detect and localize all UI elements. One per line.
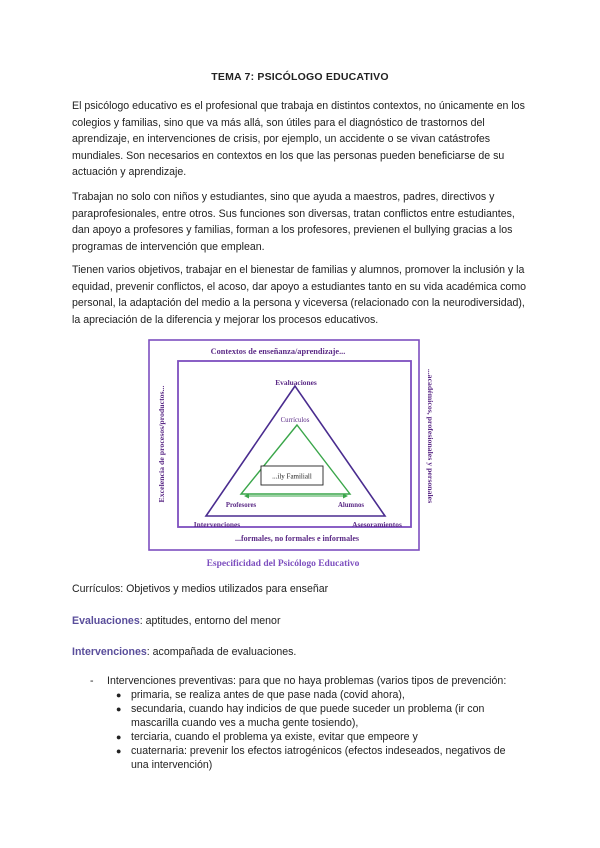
vertex-profesores: Profesores — [225, 502, 257, 509]
vertex-alumnos: Alumnos — [337, 502, 365, 509]
bullet-icon: ● — [116, 732, 122, 742]
preventive-interventions-text: Intervenciones preventivas: para que no haya problemas (varios tipos de prevención: — [107, 675, 507, 687]
definition-text: : acompañada de evaluaciones. — [146, 646, 297, 658]
definition-text: : Objetivos y medios utilizados para enseñar — [120, 583, 329, 595]
definition-term: Intervenciones — [72, 646, 147, 658]
definition-term: Evaluaciones — [72, 615, 140, 627]
diagram-caption: Especificidad del Psicólogo Educativo — [206, 559, 360, 569]
outer-frame — [149, 340, 419, 550]
definition-text: : aptitudes, entorno del menor — [139, 615, 281, 627]
definition-curriculos — [72, 582, 328, 596]
center-label: ...ily Familiall — [272, 472, 312, 481]
bullet-icon: ● — [116, 690, 122, 700]
definition-term: Currículos — [72, 583, 121, 595]
bullet-icon: ● — [116, 746, 122, 756]
list-item: ● cuaternaria: prevenir los efectos iatrogénicos (efectos indeseados, negativos de una intervención) — [116, 745, 506, 771]
bottom-label: ...formales, no formales e informales — [235, 534, 359, 543]
list-item: ● primaria, se realiza antes de que pase nada (covid ahora), — [116, 689, 405, 701]
left-label: Excelencia de procesos/productos... — [157, 385, 166, 503]
top-label: Contextos de enseñanza/aprendizaje... — [210, 347, 346, 356]
right-label: ...académicos, profesionales y personales — [426, 368, 435, 504]
vertex-curriculos: Currículos — [280, 417, 310, 424]
prevention-types-list — [116, 688, 526, 772]
vertex-intervenciones: Intervenciones — [193, 520, 241, 529]
paragraph-objectives: Tienen varios objetivos, trabajar en el bienestar de familias y alumnos, promover la inclusión y la equidad, prevenir conflictos, el acoso, dar apoyo a estudiantes tanto en su vida académica como personal, la adaptación del medio a la persona y viceversa (relacionado con la neurodiversidad), la apreciación de la diferencia y mejorar los procesos educativos. — [72, 264, 527, 326]
vertex-asesoramientos: Asesoramientos — [352, 520, 402, 529]
psychologist-diagram — [145, 336, 445, 570]
paragraph-intro: El psicólogo educativo es el profesional que trabaja en distintos contextos, no únicamente en los colegios y familias, sino que va más allá, son útiles para el diagnóstico de trastornos del aprendizaje, en intervenciones de crisis, por ejemplo, un accidente o se vivan catástrofes mundiales. Son necesarios en contextos en los que las personas pueden beneficiarse de su actuación y aprendizaje. — [72, 100, 525, 179]
list-item: ● terciaria, cuando el problema ya existe, evitar que empeore y — [116, 731, 418, 743]
paragraph-work: Trabajan no solo con niños y estudiantes, sino que ayuda a maestros, padres, directivos y paraprofesionales, entre otros. Sus funciones son diversas, tratan conflictos entre estudiantes, dan apoyo a profesores y familias, forman a los profesores, previenen el bullying gracias a los programas de intervención que emplean. — [72, 191, 515, 253]
definition-evaluaciones — [72, 614, 280, 628]
definition-intervenciones — [72, 645, 296, 659]
list-item: ● secundaria, cuando hay indicios de que puede suceder un problema (ir con mascarilla cuando ves a mucha gente tosiendo), — [116, 703, 485, 729]
dash-marker: - — [90, 675, 94, 687]
bullet-icon: ● — [116, 704, 122, 714]
document-title: TEMA 7: PSICÓLOGO EDUCATIVO — [211, 71, 389, 83]
vertex-evaluaciones: Evaluaciones — [275, 378, 317, 387]
